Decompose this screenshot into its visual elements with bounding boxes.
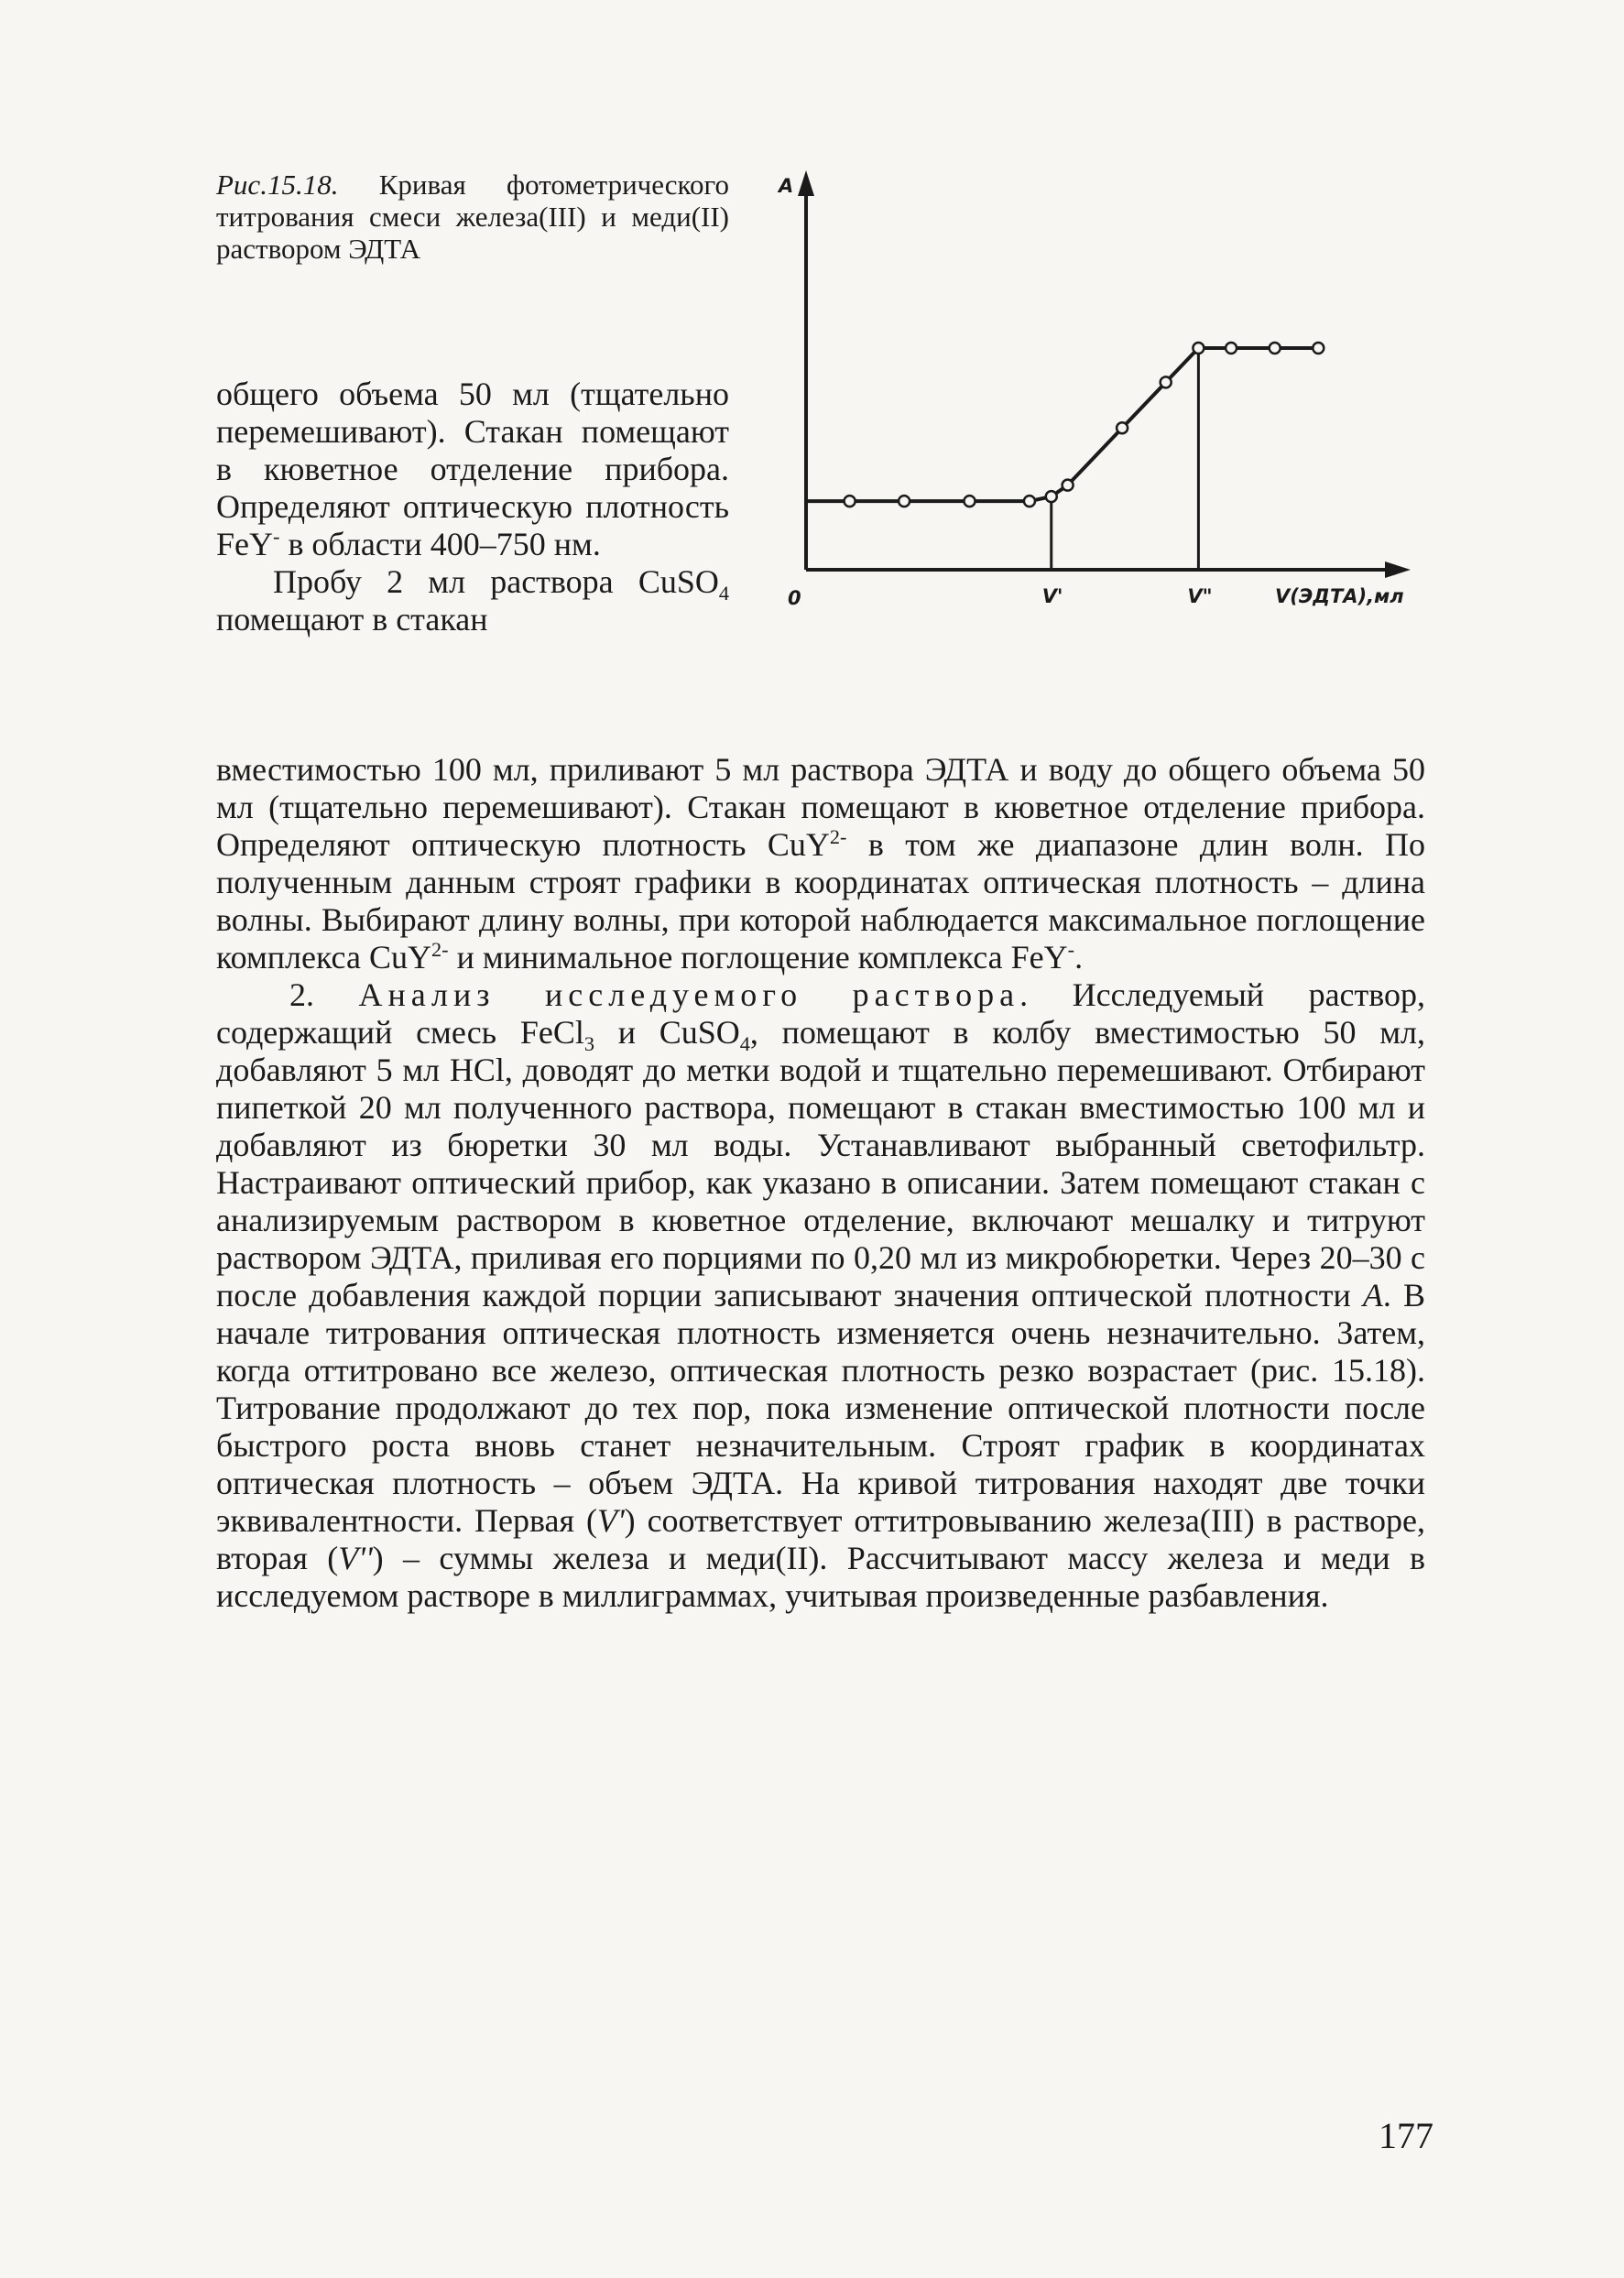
p3-text-2: и CuSO bbox=[594, 1014, 740, 1051]
y-axis-label: A bbox=[779, 175, 794, 197]
p3-italic-v1: V' bbox=[596, 1502, 625, 1539]
tick-v2-label: V" bbox=[1187, 585, 1213, 607]
column-text bbox=[216, 376, 729, 638]
paragraph-3 bbox=[216, 976, 1425, 1615]
x-axis-arrow bbox=[1385, 561, 1411, 578]
data-point bbox=[1024, 496, 1035, 507]
p2-cont-4: . bbox=[1074, 939, 1084, 976]
p2-sup-3: - bbox=[1067, 938, 1075, 961]
paragraph-2-sub: 4 bbox=[718, 582, 729, 605]
data-point bbox=[1117, 422, 1128, 433]
y-axis-arrow bbox=[798, 170, 814, 196]
p3-italic-v2: V'' bbox=[338, 1540, 373, 1576]
paragraph-2-continued bbox=[216, 751, 1425, 976]
titration-chart bbox=[769, 165, 1438, 696]
paragraph-2-text: Пробу 2 мл раствора CuSO bbox=[273, 563, 719, 600]
p3-sub-2: 4 bbox=[739, 1032, 750, 1056]
titration-curve bbox=[806, 343, 1324, 507]
paragraph-2-tail: помещают в стакан bbox=[216, 601, 488, 638]
tick-v1-label: V' bbox=[1041, 585, 1063, 607]
p3-italic-a: А bbox=[1362, 1277, 1383, 1313]
p2-cont-2: в том же диапазоне длин волн. По полученным данным строят графики в координатах оптическая плотность – длина волны. Выбирают длину волны, при которой наблюдается максимальное поглощение комплекса CuY bbox=[216, 826, 1425, 976]
chart-axes bbox=[798, 170, 1411, 578]
figure-caption bbox=[216, 169, 729, 265]
data-point bbox=[845, 496, 856, 507]
p3-text-4: . В начале титрования оптическая плотность изменяется очень незначительно. Затем, когда оттитровано все железо, оптическая плотность резко возрастает (рис. 15.18). Титрование продолжают до тех пор, пока изменение оптической плотности после быстрого роста вновь станет незначительным. Строят график в координатах оптическая плотность – объем ЭДТА. На кривой титрования находят две точки эквивалентности. Первая ( bbox=[216, 1277, 1425, 1539]
p3-text-3: , помещают в колбу вместимостью 50 мл, добавляют 5 мл HCl, доводят до метки водой и тщательно перемешивают. Отбирают пипеткой 20 мл полученного раствора, помещают в стакан вместимостью 100 мл и добавляют из бюретки 30 мл воды. Устанавливают выбранный светофильтр. Настраивают оптический прибор, как указано в описании. Затем помещают стакан с анализируемым раствором в кюветное отделение, включают мешалку и титруют раствором ЭДТА, приливая его порциями по 0,20 мл из микробюретки. Через 20–30 с после добавления каждой порции записывают значения оптической плотности bbox=[216, 1014, 1426, 1313]
body-text bbox=[216, 751, 1425, 1615]
p3-text-1: . Исследуемый раствор, содержащий смесь FeCl bbox=[216, 976, 1426, 1051]
equivalence-drop-lines bbox=[1052, 348, 1199, 570]
p3-number: 2. bbox=[289, 976, 359, 1013]
p2-cont-3: и минимальное поглощение комплекса FeY bbox=[448, 939, 1068, 976]
p3-heading: Анализ исследуемого раствора bbox=[358, 976, 1020, 1013]
p2-sup-2: 2- bbox=[431, 938, 449, 961]
figure-caption-ref: Рис.15.18. bbox=[216, 169, 339, 201]
data-point bbox=[1226, 343, 1237, 354]
p3-text-6: ) – суммы железа и меди(II). Рассчитывают массу железа и меди в исследуемом растворе в миллиграммах, учитывая произведенные разбавления. bbox=[216, 1540, 1425, 1614]
p2-cont-1: вместимостью 100 мл, приливают 5 мл раствора ЭДТА и воду до общего объема 50 мл (тщательно перемешивают). Стакан помещают в кюветное отделение прибора. Определяют оптическую плотность CuY bbox=[216, 751, 1425, 863]
chart-labels bbox=[777, 175, 1404, 609]
paragraph-1-text: общего объема 50 мл (тщательно перемешивают). Стакан помещают в кюветное отделение прибора. Определяют оптическую плотность FeY bbox=[216, 376, 729, 562]
data-point bbox=[1193, 343, 1204, 354]
data-point bbox=[899, 496, 910, 507]
p3-sub-1: 3 bbox=[583, 1032, 594, 1056]
paragraph-1-tail: в области 400–750 нм. bbox=[279, 526, 601, 562]
data-point bbox=[1313, 343, 1324, 354]
paragraph-1-sup: - bbox=[273, 525, 280, 548]
p3-text-5: ) соответствует оттитровыванию железа(III) в растворе, вторая ( bbox=[216, 1502, 1425, 1576]
data-point bbox=[1063, 480, 1074, 491]
titration-figure bbox=[769, 165, 1438, 696]
page-number: 177 bbox=[1379, 2115, 1433, 2156]
figure-caption-text: Кривая фотометрического титрования смеси железа(III) и меди(II) раствором ЭДТА bbox=[216, 169, 729, 265]
paragraph-1 bbox=[216, 376, 729, 563]
data-point bbox=[1161, 376, 1172, 387]
titration-line bbox=[806, 348, 1318, 501]
data-point bbox=[1270, 343, 1281, 354]
paragraph-2-start bbox=[216, 563, 729, 638]
p2-sup-1: 2- bbox=[829, 825, 847, 848]
origin-label: 0 bbox=[788, 587, 801, 609]
data-point bbox=[1046, 491, 1057, 502]
data-point bbox=[965, 496, 975, 507]
x-axis-label: V(ЭДТА),мл bbox=[1275, 585, 1404, 607]
